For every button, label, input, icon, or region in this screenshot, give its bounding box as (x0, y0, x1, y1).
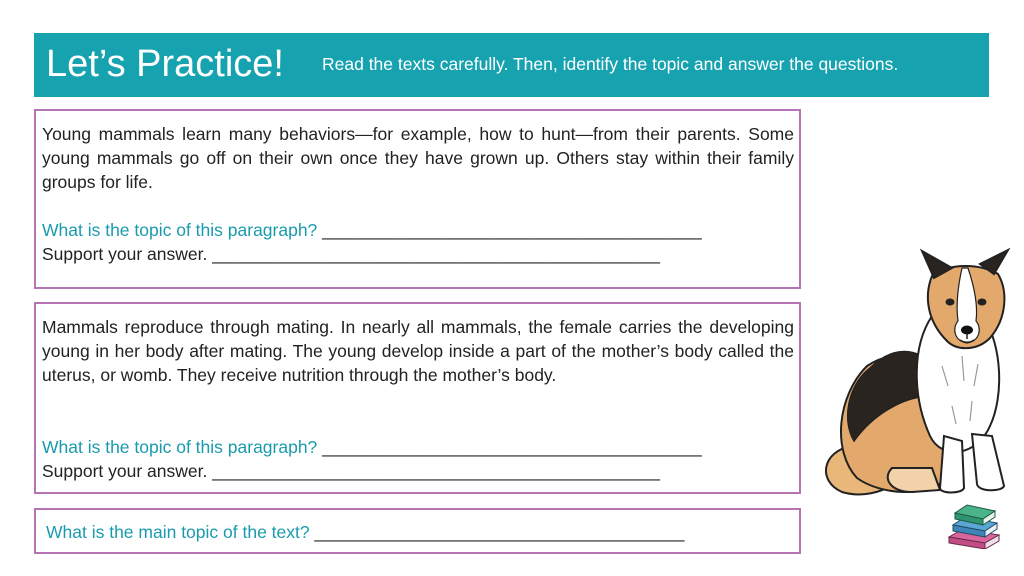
answer-blank: ______________________________________________ (207, 244, 660, 264)
topic-question-1 (42, 218, 794, 242)
main-topic-question (46, 520, 798, 544)
topic-question-label: What is the topic of this paragraph? (42, 220, 318, 240)
paragraph-card-2 (34, 302, 801, 494)
answer-blank: ______________________________________ (309, 522, 685, 542)
paragraph-text-2: Mammals reproduce through mating. In nearly all mammals, the female carries the developing young in her body after mating. The young develop inside a part of the mother’s body called the uterus, or womb. They receive nutrition through the mother’s body. (42, 317, 794, 385)
support-label: Support your answer. (42, 461, 208, 481)
support-question-1 (42, 242, 794, 266)
header-banner (34, 33, 989, 97)
page-title: Let’s Practice! (46, 43, 284, 85)
answer-blank: _______________________________________ (317, 437, 702, 457)
instructions-text: Read the texts carefully. Then, identify the topic and answer the questions. (322, 54, 899, 74)
paragraph-text-1: Young mammals learn many behaviors—for example, how to hunt—from their parents. Some young mammals go off on their own once they have grown up. Others stay within their family groups for life. (42, 124, 794, 192)
paragraph-card-1 (34, 109, 801, 289)
main-topic-card (34, 508, 801, 554)
main-topic-label: What is the main topic of the text? (46, 522, 310, 542)
books-icon (945, 503, 1003, 549)
collie-dog-illustration (812, 246, 1012, 498)
topic-question-label: What is the topic of this paragraph? (42, 437, 318, 457)
topic-question-2 (42, 435, 794, 459)
answer-blank: _______________________________________ (317, 220, 702, 240)
support-question-2 (42, 459, 794, 483)
support-label: Support your answer. (42, 244, 208, 264)
answer-blank: ______________________________________________ (207, 461, 660, 481)
